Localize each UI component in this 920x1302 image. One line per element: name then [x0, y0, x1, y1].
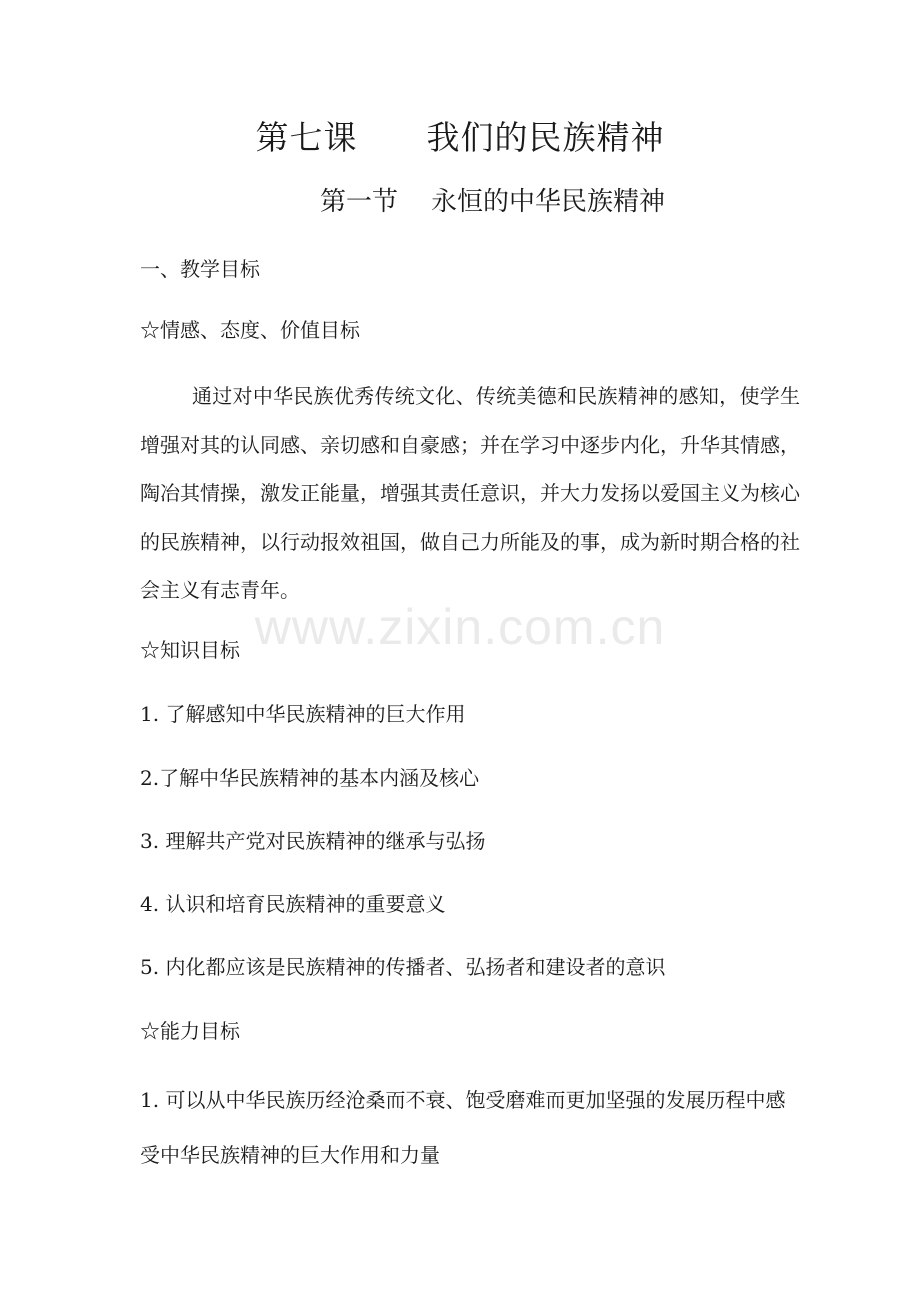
teaching-goals-heading: 一、教学目标 [140, 257, 260, 281]
ability-item: 1. 可以从中华民族历经沧桑而不衰、饱受磨难而更加坚强的发展历程中感受中华民族精神的巨大作用和力量 [140, 1088, 786, 1167]
lesson-title: 第七课 我们的民族精神 [255, 118, 665, 157]
knowledge-item: 5. 内化都应该是民族精神的传播者、弘扬者和建设者的意识 [140, 955, 666, 979]
knowledge-item: 4. 认识和培育民族精神的重要意义 [140, 892, 446, 916]
knowledge-goal-heading: ☆知识目标 [140, 638, 240, 662]
watermark-text: www.zixin.com.cn [254, 599, 666, 655]
section-subtitle: 第一节 永恒的中华民族精神 [320, 187, 666, 217]
knowledge-item: 2.了解中华民族精神的基本内涵及核心 [140, 766, 480, 790]
ability-goal-heading: ☆能力目标 [140, 1019, 240, 1043]
knowledge-item: 1. 了解感知中华民族精神的巨大作用 [140, 702, 466, 726]
emotion-goal-paragraph: 通过对中华民族优秀传统文化、传统美德和民族精神的感知，使学生增强对其的认同感、亲切感和自豪感；并在学习中逐步内化，升华其情感，陶冶其情操，激发正能量，增强其责任意识，并大力发扬以爱国主义为核心的民族精神，以行动报效祖国，做自己力所能及的事，成为新时期合格的社会主义有志青年。 [140, 384, 800, 603]
knowledge-item: 3. 理解共产党对民族精神的继承与弘扬 [140, 829, 486, 853]
emotion-goal-heading: ☆情感、态度、价值目标 [140, 318, 360, 342]
